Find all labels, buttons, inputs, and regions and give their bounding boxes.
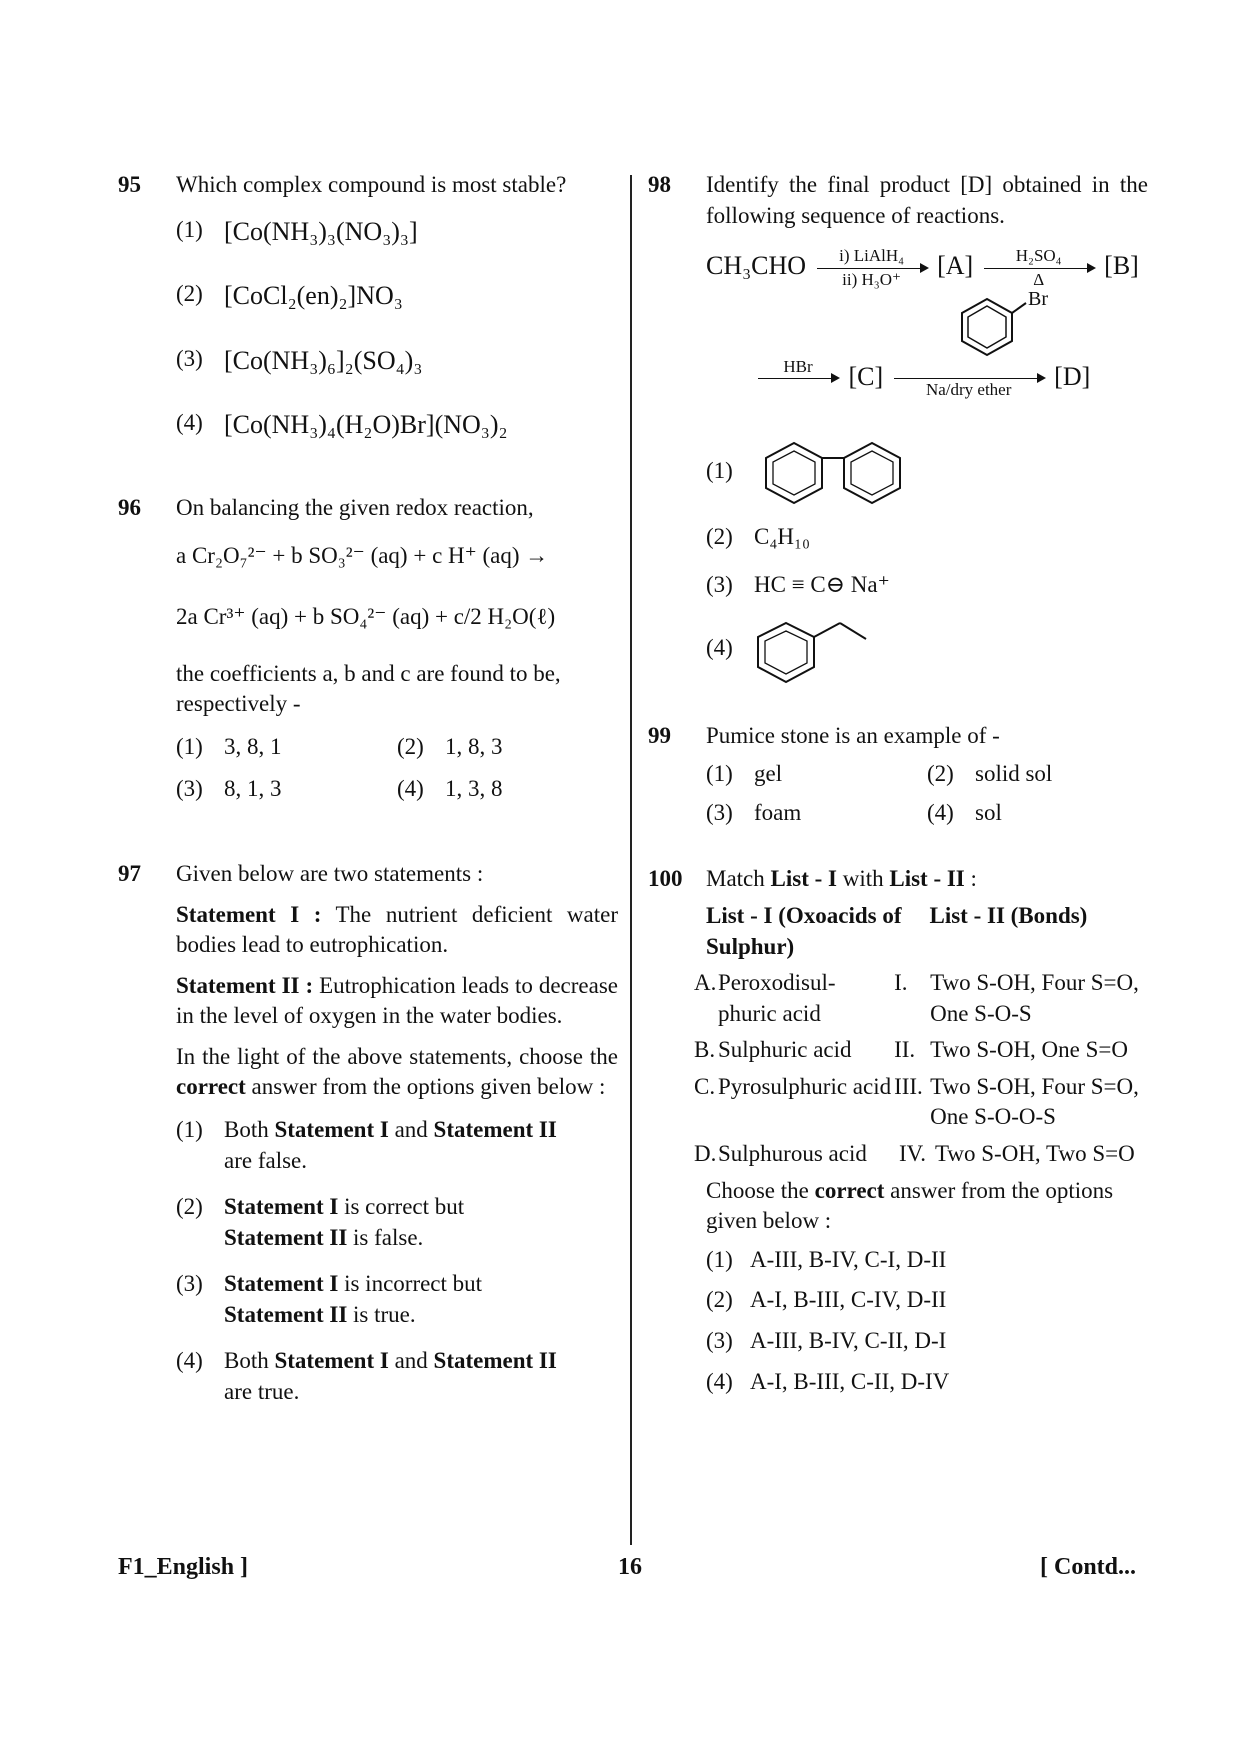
option-4[interactable]: (4) [Co(NH₃)₄(H₂O)Br](NO₃)₂ (176, 410, 508, 440)
option-2[interactable]: (2) solid sol (927, 761, 1053, 787)
left-column (118, 170, 618, 1418)
option-1[interactable]: (1) (706, 438, 1148, 510)
option-3[interactable]: (3) HC ≡ C⊖ Na⁺ (706, 572, 890, 598)
reaction-sequence-1: CH₃CHO i) LiAlH₄ ii) H₃O⁺ [A] $\frac{\text{H₂SO₄}}{\Delta}$ [B] (706, 246, 1139, 289)
question-number: 96 (118, 494, 141, 520)
option-1[interactable]: (1) Both Statement I and Statement II are false. (176, 1116, 557, 1173)
option-1[interactable]: (1) 3, 8, 1 (176, 733, 282, 759)
footer-right: [ Contd... (1040, 1554, 1137, 1580)
question-number: 100 (648, 866, 683, 892)
question-text-2: the coefficients a, b and c are found to be, respectively - (176, 660, 561, 717)
question-text: Match List - I with List - II : (706, 866, 977, 892)
question-97 (118, 859, 618, 1408)
question-99 (648, 721, 1148, 829)
question-text: On balancing the given redox reaction, (176, 494, 534, 520)
statement-2: Statement II : Eutrophication leads to decrease in the level of oxygen in the water bodies. (176, 972, 618, 1029)
reaction-line-2: 2a Cr³⁺ (aq) + b SO₄²⁻ (aq) + c/2 H₂O(ℓ) (176, 604, 556, 630)
option-4[interactable]: (4) (706, 615, 1148, 687)
ethylbenzene-structure (754, 615, 894, 687)
instruction: Choose the correct answer from the options given below : (706, 1177, 1114, 1234)
instruction: In the light of the above statements, choose the correct answer from the options given below : (176, 1043, 618, 1100)
reaction-arrow-4: Na/dry ether (894, 358, 1044, 400)
reaction-sequence-2: HBr [C] Na/dry ether [D] Br (706, 298, 1148, 398)
option-3[interactable]: (3) [Co(NH₃)₆]₂(SO₄)₃ (176, 345, 423, 375)
option-1[interactable]: (1) A-III, B-IV, C-I, D-II (706, 1246, 947, 1272)
reaction-arrow-2: $\frac{\text{H₂SO₄}}{\Delta}$ (984, 247, 1094, 289)
column-divider (630, 175, 632, 1545)
option-2[interactable]: (2) A-I, B-III, C-IV, D-II (706, 1287, 947, 1313)
match-table-header: List - I (Oxoacids of Sulphur) List - II (Bonds) (706, 903, 1088, 959)
option-4[interactable]: (4) 1, 3, 8 (397, 776, 503, 802)
question-98 (648, 170, 1148, 687)
option-3[interactable]: (3) Statement I is incorrect but Statement II is true. (176, 1271, 483, 1327)
option-4[interactable]: (4) A-I, B-III, C-II, D-IV (706, 1368, 950, 1394)
question-number: 97 (118, 860, 141, 886)
option-2[interactable]: (2) C₄H₁₀ (706, 523, 811, 549)
statement-1: Statement I : The nutrient deficient water bodies lead to eutrophication. (176, 901, 618, 958)
option-1[interactable]: (1) [Co(NH₃)₃(NO₃)₃] (176, 216, 418, 246)
option-4[interactable]: (4) sol (927, 799, 1002, 825)
question-100 (648, 864, 1148, 1397)
reaction-arrow-3: HBr (758, 358, 838, 400)
right-column (648, 170, 1148, 1407)
question-95 (118, 170, 618, 443)
match-row-a: A. Peroxodisul-phuric acid I. Two S-OH, Four S=O, One S-O-S (694, 970, 1139, 1026)
biphenyl-structure (754, 438, 914, 508)
match-row-d: D. Sulphurous acid IV. Two S-OH, Two S=O (694, 1141, 1135, 1167)
match-row-b: B. Sulphuric acid II. Two S-OH, One S=O (694, 1037, 1128, 1063)
option-2[interactable]: (2) Statement I is correct but Statement II is false. (176, 1194, 465, 1250)
question-text: Identify the final product [D] obtained in the following sequence of reactions. (706, 172, 1148, 228)
match-row-c: C. Pyrosulphuric acid III. Two S-OH, Four S=O, One S-O-O-S (694, 1073, 1139, 1130)
question-text: Given below are two statements : (176, 860, 484, 886)
option-3[interactable]: (3) foam (706, 799, 802, 825)
question-number: 98 (648, 172, 671, 197)
question-text: Pumice stone is an example of - (706, 722, 1000, 748)
reaction-arrow-1: i) LiAlH₄ ii) H₃O⁺ (817, 247, 927, 289)
bromo-label: Br (1028, 287, 1048, 310)
option-2[interactable]: (2) [CoCl₂(en)₂]NO₃ (176, 281, 403, 311)
option-2[interactable]: (2) 1, 8, 3 (397, 733, 503, 759)
footer-left: F1_English ] (118, 1554, 249, 1580)
option-3[interactable]: (3) 8, 1, 3 (176, 776, 282, 802)
option-1[interactable]: (1) gel (706, 761, 783, 787)
page-number: 16 (618, 1554, 642, 1580)
question-number: 99 (648, 722, 671, 748)
reaction-line-1: a Cr₂O₇²⁻ + b SO₃²⁻ (aq) + c H⁺ (aq) → (176, 543, 549, 569)
question-number: 95 (118, 172, 141, 197)
option-3[interactable]: (3) A-III, B-IV, C-II, D-I (706, 1327, 947, 1353)
question-96 (118, 493, 618, 805)
match-table (694, 968, 1148, 1169)
question-text: Which complex compound is most stable? (176, 172, 567, 197)
option-4[interactable]: (4) Both Statement I and Statement II are true. (176, 1348, 557, 1405)
